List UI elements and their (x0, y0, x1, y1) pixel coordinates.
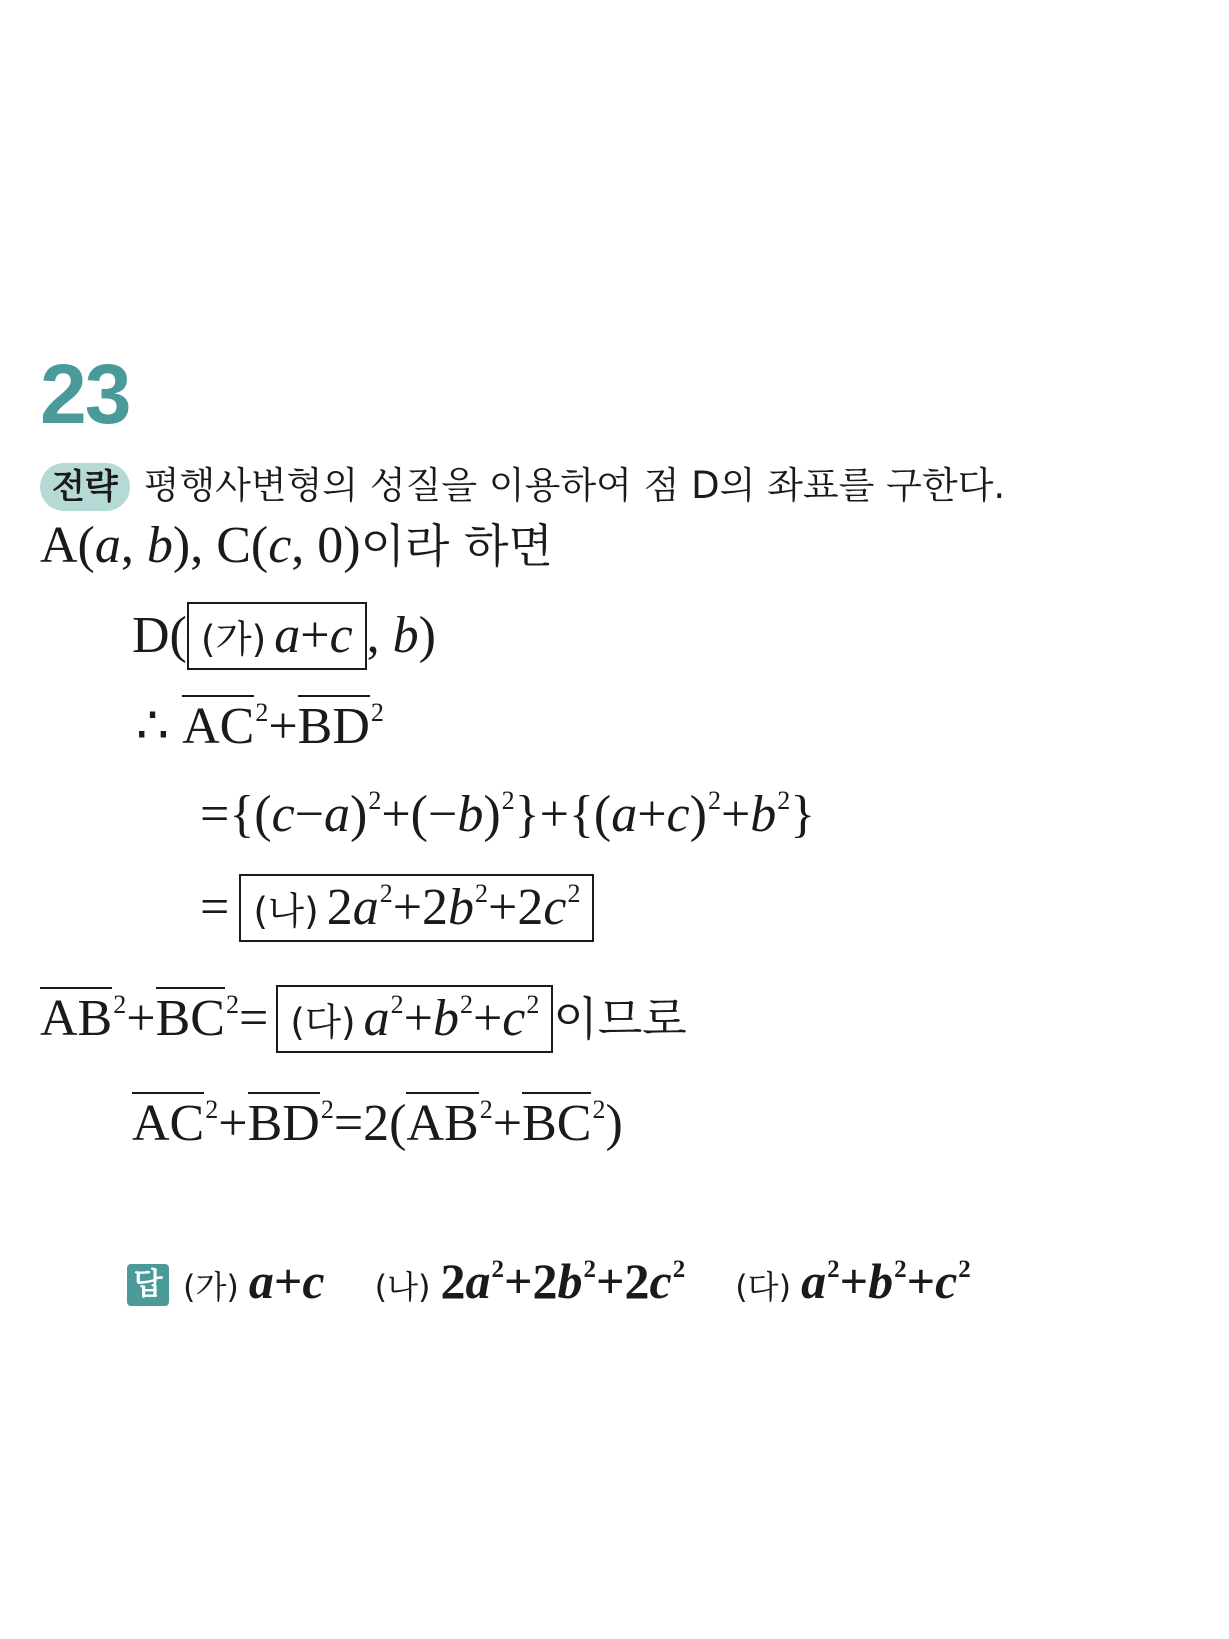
problem-number: 23 (40, 347, 130, 441)
strategy-line (40, 462, 1005, 511)
answer-line: 답 (가) a+c (나) $2a^2+2b^2+2c^2$ (다) $a^2+b^2+c^2$ (127, 1253, 971, 1319)
line-result-na: = (나) $2a^2+2b^2+2c^2$ (200, 874, 594, 942)
tag-da: (다) (290, 1000, 356, 1044)
since-text: 이므로 (553, 992, 687, 1046)
answer-tag-na: (나) (374, 1268, 431, 1306)
therefore-symbol: ∴ (136, 698, 170, 755)
strategy-badge: 전략 (40, 463, 130, 511)
line-conclusion: $AC^2+BD^2=2(AB^2+BC^2)$ (132, 1092, 623, 1162)
let-text: 이라 하면 (360, 519, 553, 573)
answer-tag-da: (다) (735, 1268, 792, 1306)
blank-na: (나) $2a^2+2b^2+2c^2$ (239, 874, 594, 942)
blank-da: (다) $a^2+b^2+c^2$ (276, 985, 553, 1053)
line-point-d: D( (가) a+c , b) (132, 602, 436, 670)
line-expand: $=\{(c-a)^2+(-b)^2\}+\{(a+c)^2+b^2\}$ (200, 785, 816, 843)
tag-ga: (가) (200, 617, 267, 661)
answer-tag-ga: (가) (183, 1268, 239, 1306)
blank-ga: (가) a+c (187, 602, 367, 670)
line-ab-bc: $AB^2+BC^2=$ (다) $a^2+b^2+c^2$ 이므로 (40, 985, 687, 1057)
strategy-text: 평행사변형의 성질을 이용하여 점 D의 좌표를 구한다. (143, 464, 1006, 507)
answer-badge: 답 (127, 1264, 169, 1306)
line-let: A(a, b), C(c, 0)이라 하면 (40, 517, 553, 574)
line-therefore: ∴ $AC^2+BD^2$ (136, 695, 384, 765)
tag-na: (나) (253, 889, 319, 933)
